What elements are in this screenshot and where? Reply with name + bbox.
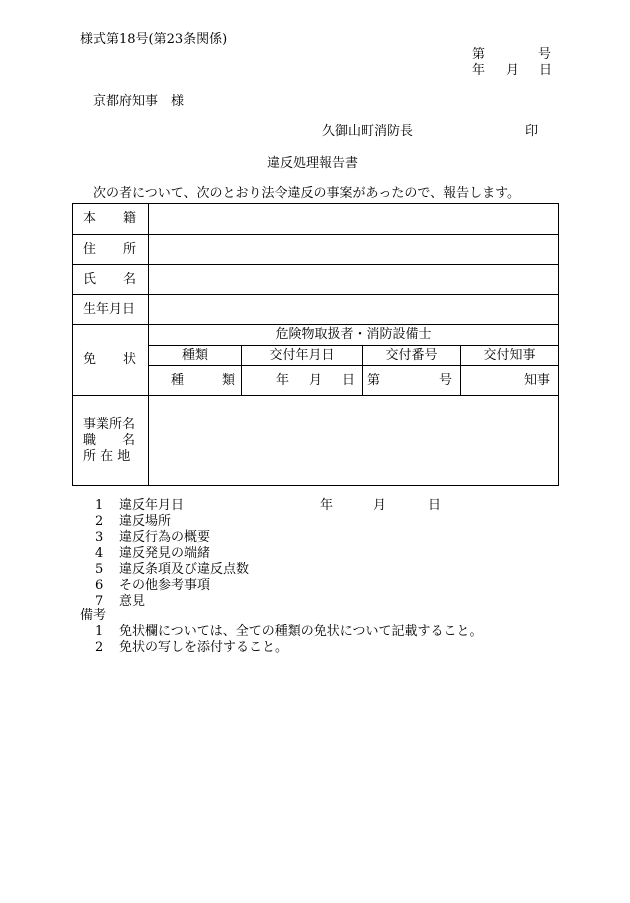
note-item: 1 免状欄については、全ての種類の免状について記載すること。 <box>95 624 483 639</box>
license-number-suffix: 号 <box>438 372 452 388</box>
list-item: 7 意見 <box>95 594 146 609</box>
addressee: 京都府知事 様 <box>93 94 185 109</box>
license-header-governor: 交付知事 <box>461 346 559 366</box>
license-number-field[interactable] <box>363 366 461 396</box>
document-number-suffix: 号 <box>538 47 552 62</box>
item1-day: 日 <box>428 498 442 513</box>
license-label-1: 免 <box>83 352 97 367</box>
form-number: 様式第18号(第23条関係) <box>80 32 228 47</box>
notes-list <box>95 624 482 656</box>
license-number-prefix: 第 <box>367 372 381 388</box>
license-kind-2: 類 <box>221 372 235 388</box>
document-number-prefix: 第 <box>472 47 486 62</box>
license-kind-1: 種 <box>171 372 185 388</box>
name-label-1: 氏 <box>83 271 97 287</box>
workplace-line-1: 事業所名 <box>83 416 136 432</box>
list-item: 4 違反発見の端緒 <box>95 546 211 561</box>
intro-text: 次の者について、次のとおり法令違反の事案があったので、報告します。 <box>93 186 521 201</box>
row-workplace <box>73 396 559 486</box>
honseki-label-1: 本 <box>83 211 97 226</box>
list-item: 2 違反場所 <box>95 514 172 529</box>
license-date-month: 月 <box>308 372 322 388</box>
workplace-field[interactable] <box>149 396 559 486</box>
license-date-day: 日 <box>341 372 355 388</box>
row-license-title <box>73 325 559 346</box>
address-label-2: 所 <box>122 241 136 257</box>
honseki-label-2: 籍 <box>122 211 136 226</box>
address-label-1: 住 <box>83 241 97 257</box>
list-item: 5 違反条項及び違反点数 <box>95 562 250 577</box>
document-title: 違反処理報告書 <box>267 156 359 171</box>
license-title: 危険物取扱者・消防設備士 <box>149 325 559 346</box>
license-kind-field[interactable] <box>149 366 242 396</box>
list-item: 1 違反年月日 <box>95 498 185 513</box>
license-header-kind: 種類 <box>149 346 242 366</box>
row-name <box>73 265 559 295</box>
workplace-line-3: 所 在 地 <box>83 448 131 464</box>
note-item: 2 免状の写しを添付すること。 <box>95 640 289 655</box>
license-label-2: 状 <box>122 352 136 367</box>
license-header-date: 交付年月日 <box>242 346 363 366</box>
license-date-year: 年 <box>276 372 290 388</box>
license-header-number: 交付番号 <box>363 346 461 366</box>
date-month: 月 <box>506 63 520 78</box>
name-field[interactable] <box>149 265 559 295</box>
items-list <box>95 498 249 610</box>
seal-mark: 印 <box>525 124 539 139</box>
list-item: 6 その他参考事項 <box>95 578 211 593</box>
license-date-field[interactable] <box>242 366 363 396</box>
workplace-line-2: 職 名 <box>83 432 136 448</box>
birthdate-label: 生年月日 <box>73 295 149 325</box>
name-label-2: 名 <box>122 271 136 287</box>
notes-title: 備考 <box>80 608 107 623</box>
date-day: 日 <box>539 63 553 78</box>
row-birthdate <box>73 295 559 325</box>
license-governor-field[interactable] <box>461 366 559 396</box>
address-field[interactable] <box>149 235 559 265</box>
item1-month: 月 <box>373 498 387 513</box>
list-item: 3 違反行為の概要 <box>95 530 211 545</box>
honseki-field[interactable] <box>149 204 559 235</box>
date-year: 年 <box>472 63 486 78</box>
report-table <box>72 203 559 486</box>
workplace-label <box>73 396 149 486</box>
row-address <box>73 235 559 265</box>
item1-year: 年 <box>320 498 334 513</box>
row-honseki <box>73 204 559 235</box>
birthdate-field[interactable] <box>149 295 559 325</box>
license-governor-suffix: 知事 <box>523 372 550 388</box>
sender: 久御山町消防長 <box>322 124 414 139</box>
